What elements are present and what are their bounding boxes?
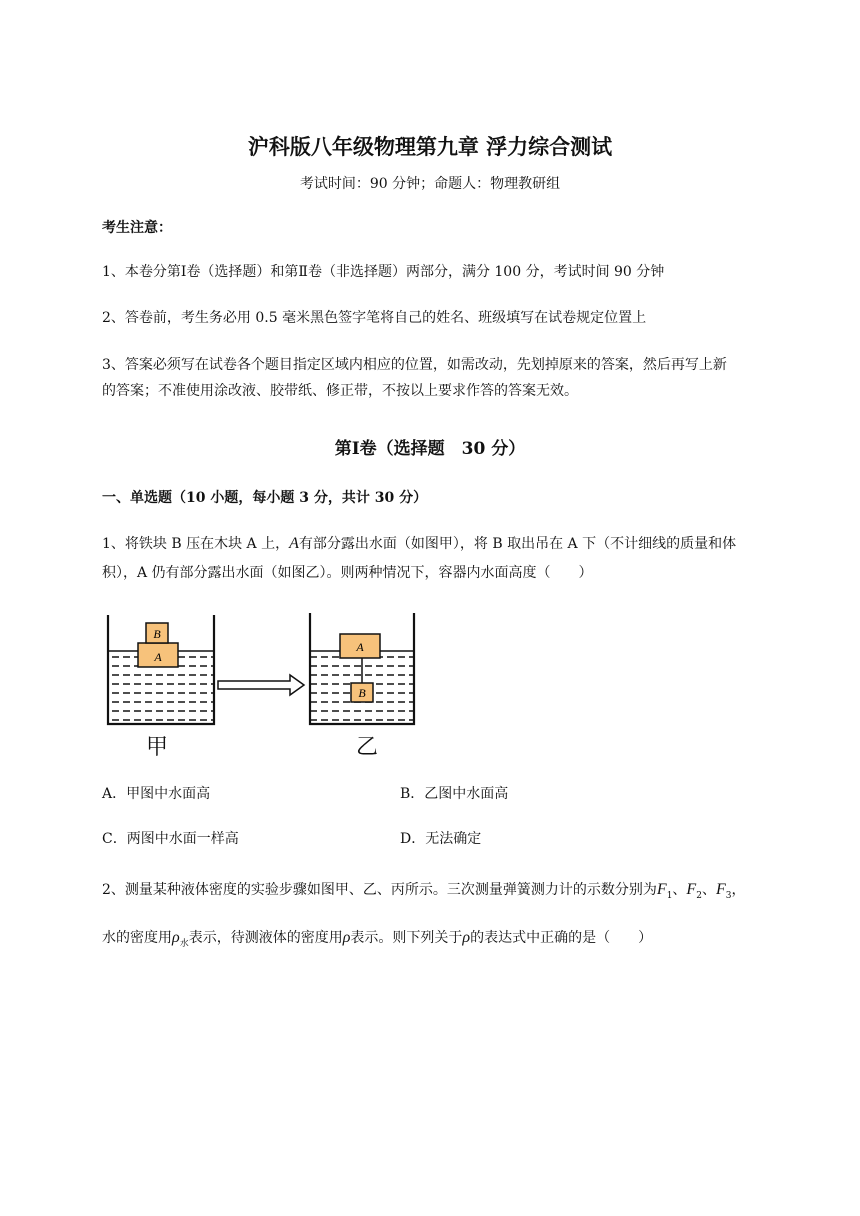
block-b-label-yi: B — [358, 686, 366, 700]
q2-sep-2: 、 — [701, 882, 716, 898]
f1-subscript: 1 — [666, 890, 673, 901]
q2-sep-1: 、 — [672, 882, 687, 898]
notice-heading: 考生注意： — [102, 220, 172, 236]
q1-text-a: 1、将铁块 B 压在木块 A 上， — [102, 536, 290, 552]
f2-subscript: 2 — [696, 890, 702, 901]
rho-water-subscript: 水 — [179, 938, 189, 949]
q1-option-d[interactable]: D．无法确定 — [400, 831, 482, 847]
rho-symbol-2: ρ — [462, 929, 471, 946]
exam-subtitle: 考试时间：90 分钟；命题人：物理教研组 — [299, 176, 561, 192]
f2-symbol: F — [686, 881, 697, 898]
f3-symbol: F — [715, 881, 726, 898]
container-jia — [108, 615, 214, 724]
exam-title: 沪科版八年级物理第九章 浮力综合测试 — [247, 134, 613, 159]
q1-text-b: 有部分露出水面（如图甲），将 B 取出吊在 A 下（不计细线的质量和体 — [298, 536, 737, 552]
question-2-line-2 — [102, 928, 652, 954]
q2-text-2c: 表示。则下列关于 — [350, 930, 463, 946]
q1-option-b[interactable]: B．乙图中水面高 — [400, 786, 509, 802]
q2-text-2a: 水的密度用 — [102, 930, 172, 946]
q2-text-1: 2、测量某种液体密度的实验步骤如图甲、乙、丙所示。三次测量弹簧测力计的示数分别为 — [102, 882, 657, 898]
figure-label-yi: 乙 — [356, 735, 379, 760]
transition-arrow — [218, 675, 304, 695]
notice-item-3-cont: 的答案；不准使用涂改液、胶带纸、修正带，不按以上要求作答的答案无效。 — [102, 383, 578, 399]
question-2-line-1 — [102, 880, 745, 906]
q2-text-2d: 的表达式中正确的是（ ） — [470, 930, 653, 946]
q1-option-c[interactable]: C．两图中水面一样高 — [102, 831, 239, 847]
rho-symbol: ρ — [342, 929, 351, 946]
question-1-line-2: 积），A 仍有部分露出水面（如图乙）。则两种情况下，容器内水面高度（ ） — [102, 565, 593, 581]
block-a-label-jia: A — [154, 650, 162, 664]
notice-item-2: 2、答卷前，考生务必用 0.5 毫米黑色签字笔将自己的姓名、班级填写在试卷规定位置上 — [102, 310, 647, 326]
part-title: 一、单选题（10 小题，每小题 3 分，共计 30 分） — [102, 490, 428, 506]
block-a-label-yi: A — [356, 640, 364, 654]
container-yi — [310, 613, 414, 724]
question-1-line-1 — [102, 534, 736, 554]
notice-item-3: 3、答案必须写在试卷各个题目指定区域内相应的位置，如需改动，先划掉原来的答案，然后再写上新 — [102, 357, 727, 373]
block-b-label-jia: B — [153, 627, 161, 641]
q2-sep-3: ， — [731, 882, 746, 898]
q1-var-a: A — [289, 535, 299, 552]
figure-label-jia: 甲 — [146, 735, 169, 760]
f3-subscript: 3 — [725, 890, 732, 901]
rho-water-symbol: ρ — [172, 929, 180, 946]
q1-option-a[interactable]: A．甲图中水面高 — [102, 786, 211, 802]
f1-symbol: F — [656, 881, 667, 898]
section-title: 第Ⅰ卷（选择题 30 分） — [334, 439, 526, 459]
notice-item-1: 1、本卷分第Ⅰ卷（选择题）和第Ⅱ卷（非选择题）两部分，满分 100 分，考试时间 90 分钟 — [102, 264, 665, 280]
q2-text-2b: 表示，待测液体的密度用 — [188, 930, 343, 946]
